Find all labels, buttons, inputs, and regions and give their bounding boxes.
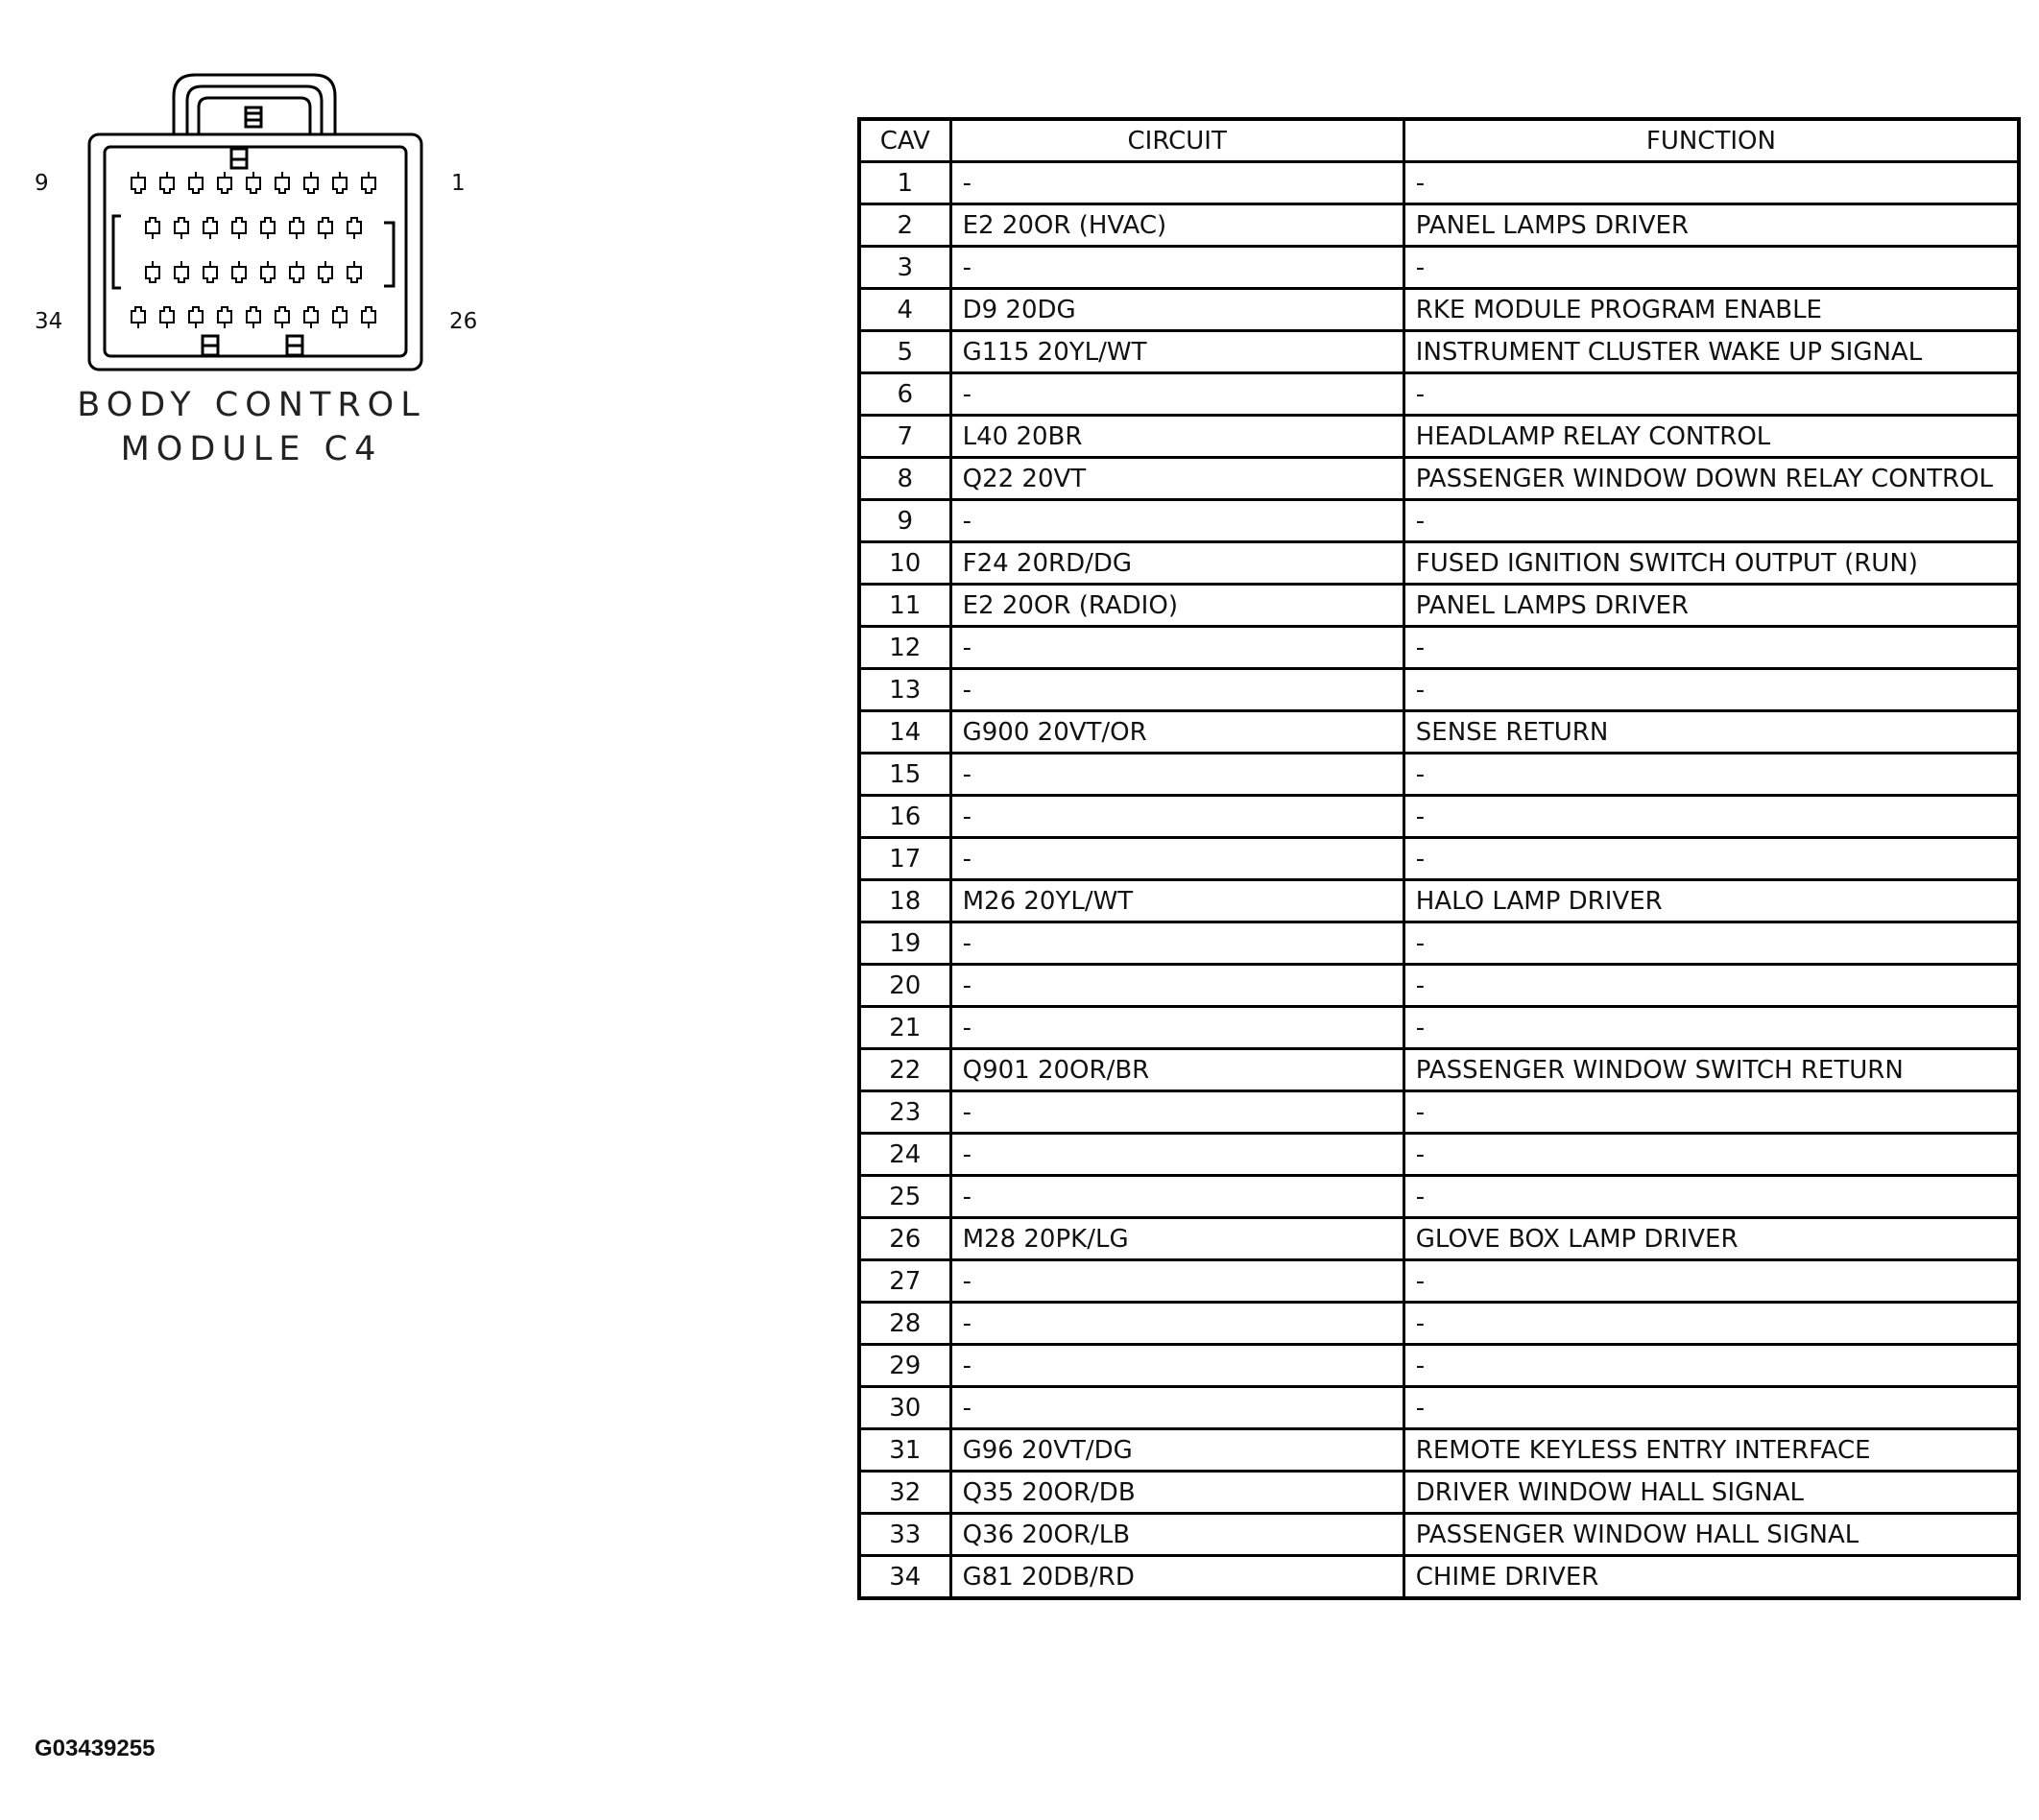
circuit-cell: - xyxy=(950,162,1403,204)
terminal-cavity xyxy=(304,178,318,193)
terminal-cavity xyxy=(348,218,361,233)
cav-cell: 28 xyxy=(859,1303,950,1345)
cav-cell: 29 xyxy=(859,1345,950,1387)
pin-label-1: 1 xyxy=(451,171,466,196)
cav-cell: 21 xyxy=(859,1007,950,1049)
function-cell: - xyxy=(1403,838,2019,880)
function-cell: - xyxy=(1403,373,2019,416)
terminal-cavity xyxy=(348,267,361,282)
connector-face-diagram xyxy=(0,0,595,499)
terminal-cavity xyxy=(333,307,347,323)
table-row xyxy=(859,458,2019,500)
table-row xyxy=(859,796,2019,838)
terminal-cavity xyxy=(276,307,289,323)
connector-title-line-1: BODY CONTROL xyxy=(77,386,426,424)
pin-label-9: 9 xyxy=(35,171,49,196)
function-cell: GLOVE BOX LAMP DRIVER xyxy=(1403,1218,2019,1260)
terminal-cavity xyxy=(189,178,203,193)
cav-cell: 20 xyxy=(859,965,950,1007)
terminal-cavity xyxy=(261,218,275,233)
function-cell: - xyxy=(1403,1303,2019,1345)
terminal-cavity xyxy=(304,307,318,323)
cav-cell: 2 xyxy=(859,204,950,247)
terminal-cavity xyxy=(189,307,203,323)
circuit-cell: E2 20OR (RADIO) xyxy=(950,585,1403,627)
cav-cell: 13 xyxy=(859,669,950,711)
table-row xyxy=(859,1303,2019,1345)
table-row xyxy=(859,1049,2019,1091)
cav-cell: 16 xyxy=(859,796,950,838)
circuit-cell: - xyxy=(950,247,1403,289)
terminal-cavity xyxy=(362,307,375,323)
function-cell: PASSENGER WINDOW SWITCH RETURN xyxy=(1403,1049,2019,1091)
terminal-cavity xyxy=(175,218,188,233)
table-row xyxy=(859,204,2019,247)
cav-cell: 34 xyxy=(859,1556,950,1599)
terminal-cavity xyxy=(247,178,260,193)
circuit-cell: - xyxy=(950,1260,1403,1303)
function-cell: - xyxy=(1403,796,2019,838)
cav-cell: 30 xyxy=(859,1387,950,1429)
circuit-cell: G115 20YL/WT xyxy=(950,331,1403,373)
circuit-cell: L40 20BR xyxy=(950,416,1403,458)
table-row xyxy=(859,1007,2019,1049)
table-row xyxy=(859,711,2019,754)
circuit-cell: - xyxy=(950,373,1403,416)
cav-cell: 10 xyxy=(859,542,950,585)
function-cell: - xyxy=(1403,162,2019,204)
circuit-cell: Q36 20OR/LB xyxy=(950,1514,1403,1556)
function-cell: PANEL LAMPS DRIVER xyxy=(1403,204,2019,247)
function-cell: - xyxy=(1403,1007,2019,1049)
function-cell: - xyxy=(1403,1134,2019,1176)
function-cell: RKE MODULE PROGRAM ENABLE xyxy=(1403,289,2019,331)
cav-cell: 11 xyxy=(859,585,950,627)
function-cell: - xyxy=(1403,1091,2019,1134)
table-row xyxy=(859,500,2019,542)
table-row xyxy=(859,965,2019,1007)
function-cell: PANEL LAMPS DRIVER xyxy=(1403,585,2019,627)
table-row xyxy=(859,373,2019,416)
function-cell: HALO LAMP DRIVER xyxy=(1403,880,2019,922)
function-cell: INSTRUMENT CLUSTER WAKE UP SIGNAL xyxy=(1403,331,2019,373)
function-cell: DRIVER WINDOW HALL SIGNAL xyxy=(1403,1472,2019,1514)
cav-cell: 19 xyxy=(859,922,950,965)
table-row xyxy=(859,1218,2019,1260)
cav-cell: 3 xyxy=(859,247,950,289)
table-row xyxy=(859,880,2019,922)
terminal-cavity xyxy=(204,267,217,282)
pinout-table xyxy=(857,117,2021,1600)
cav-cell: 12 xyxy=(859,627,950,669)
circuit-cell: G96 20VT/DG xyxy=(950,1429,1403,1472)
function-cell: - xyxy=(1403,1387,2019,1429)
terminal-cavity xyxy=(218,307,231,323)
function-cell: - xyxy=(1403,247,2019,289)
header-cav: CAV xyxy=(859,119,950,162)
table-row xyxy=(859,669,2019,711)
cav-cell: 17 xyxy=(859,838,950,880)
table-row xyxy=(859,1387,2019,1429)
circuit-cell: G81 20DB/RD xyxy=(950,1556,1403,1599)
circuit-cell: E2 20OR (HVAC) xyxy=(950,204,1403,247)
function-cell: - xyxy=(1403,669,2019,711)
cav-cell: 8 xyxy=(859,458,950,500)
terminal-cavity xyxy=(160,178,174,193)
cav-cell: 27 xyxy=(859,1260,950,1303)
circuit-cell: M26 20YL/WT xyxy=(950,880,1403,922)
header-circuit: CIRCUIT xyxy=(950,119,1403,162)
table-row xyxy=(859,247,2019,289)
pin-label-26: 26 xyxy=(449,309,478,334)
figure-id: G03439255 xyxy=(35,1736,156,1761)
table-row xyxy=(859,1260,2019,1303)
circuit-cell: Q22 20VT xyxy=(950,458,1403,500)
terminal-cavity xyxy=(362,178,375,193)
function-cell: - xyxy=(1403,500,2019,542)
cav-cell: 14 xyxy=(859,711,950,754)
terminal-cavity xyxy=(261,267,275,282)
function-cell: FUSED IGNITION SWITCH OUTPUT (RUN) xyxy=(1403,542,2019,585)
table-row xyxy=(859,1134,2019,1176)
cav-cell: 31 xyxy=(859,1429,950,1472)
table-row xyxy=(859,627,2019,669)
table-row xyxy=(859,1556,2019,1599)
circuit-cell: - xyxy=(950,922,1403,965)
terminal-cavity xyxy=(247,307,260,323)
cav-cell: 6 xyxy=(859,373,950,416)
terminal-cavity xyxy=(175,267,188,282)
table-row xyxy=(859,1429,2019,1472)
circuit-cell: - xyxy=(950,500,1403,542)
cav-cell: 9 xyxy=(859,500,950,542)
circuit-cell: D9 20DG xyxy=(950,289,1403,331)
table-row xyxy=(859,585,2019,627)
header-function: FUNCTION xyxy=(1403,119,2019,162)
terminal-cavity xyxy=(319,218,332,233)
circuit-cell: - xyxy=(950,627,1403,669)
circuit-cell: - xyxy=(950,965,1403,1007)
cav-cell: 18 xyxy=(859,880,950,922)
circuit-cell: - xyxy=(950,838,1403,880)
pin-label-34: 34 xyxy=(35,309,63,334)
circuit-cell: G900 20VT/OR xyxy=(950,711,1403,754)
terminal-cavity xyxy=(132,307,145,323)
function-cell: - xyxy=(1403,922,2019,965)
terminal-cavity xyxy=(218,178,231,193)
circuit-cell: - xyxy=(950,1303,1403,1345)
cav-cell: 5 xyxy=(859,331,950,373)
circuit-cell: - xyxy=(950,1176,1403,1218)
table-row xyxy=(859,416,2019,458)
cav-cell: 7 xyxy=(859,416,950,458)
cav-cell: 25 xyxy=(859,1176,950,1218)
cav-cell: 1 xyxy=(859,162,950,204)
function-cell: SENSE RETURN xyxy=(1403,711,2019,754)
circuit-cell: - xyxy=(950,1345,1403,1387)
table-row xyxy=(859,754,2019,796)
function-cell: - xyxy=(1403,627,2019,669)
circuit-cell: F24 20RD/DG xyxy=(950,542,1403,585)
table-row xyxy=(859,1472,2019,1514)
table-row xyxy=(859,1091,2019,1134)
terminal-cavity xyxy=(232,218,246,233)
terminal-cavity xyxy=(232,267,246,282)
terminal-cavity xyxy=(146,218,159,233)
table-row xyxy=(859,1514,2019,1556)
terminal-cavity xyxy=(146,267,159,282)
table-row xyxy=(859,1176,2019,1218)
circuit-cell: - xyxy=(950,1091,1403,1134)
function-cell: CHIME DRIVER xyxy=(1403,1556,2019,1599)
terminal-cavity xyxy=(160,307,174,323)
terminal-cavity xyxy=(319,267,332,282)
table-row xyxy=(859,289,2019,331)
table-header-row xyxy=(859,119,2019,162)
terminal-cavity xyxy=(290,218,303,233)
cav-cell: 23 xyxy=(859,1091,950,1134)
cav-cell: 22 xyxy=(859,1049,950,1091)
cav-cell: 15 xyxy=(859,754,950,796)
circuit-cell: - xyxy=(950,1387,1403,1429)
function-cell: - xyxy=(1403,1345,2019,1387)
table-row xyxy=(859,331,2019,373)
circuit-cell: - xyxy=(950,796,1403,838)
connector-title-line-2: MODULE C4 xyxy=(120,430,383,468)
circuit-cell: - xyxy=(950,754,1403,796)
terminal-cavity xyxy=(132,178,145,193)
cav-cell: 32 xyxy=(859,1472,950,1514)
function-cell: - xyxy=(1403,754,2019,796)
circuit-cell: - xyxy=(950,1134,1403,1176)
circuit-cell: M28 20PK/LG xyxy=(950,1218,1403,1260)
circuit-cell: - xyxy=(950,1007,1403,1049)
function-cell: HEADLAMP RELAY CONTROL xyxy=(1403,416,2019,458)
table-row xyxy=(859,162,2019,204)
terminal-cavity xyxy=(333,178,347,193)
function-cell: - xyxy=(1403,965,2019,1007)
table-row xyxy=(859,922,2019,965)
terminal-cavity xyxy=(276,178,289,193)
function-cell: PASSENGER WINDOW HALL SIGNAL xyxy=(1403,1514,2019,1556)
function-cell: - xyxy=(1403,1176,2019,1218)
function-cell: REMOTE KEYLESS ENTRY INTERFACE xyxy=(1403,1429,2019,1472)
cav-cell: 4 xyxy=(859,289,950,331)
circuit-cell: - xyxy=(950,669,1403,711)
cav-cell: 24 xyxy=(859,1134,950,1176)
table-row xyxy=(859,1345,2019,1387)
table-row xyxy=(859,542,2019,585)
table-row xyxy=(859,838,2019,880)
cav-cell: 26 xyxy=(859,1218,950,1260)
cav-cell: 33 xyxy=(859,1514,950,1556)
circuit-cell: Q35 20OR/DB xyxy=(950,1472,1403,1514)
terminal-cavity xyxy=(204,218,217,233)
function-cell: PASSENGER WINDOW DOWN RELAY CONTROL xyxy=(1403,458,2019,500)
circuit-cell: Q901 20OR/BR xyxy=(950,1049,1403,1091)
function-cell: - xyxy=(1403,1260,2019,1303)
terminal-cavity xyxy=(290,267,303,282)
